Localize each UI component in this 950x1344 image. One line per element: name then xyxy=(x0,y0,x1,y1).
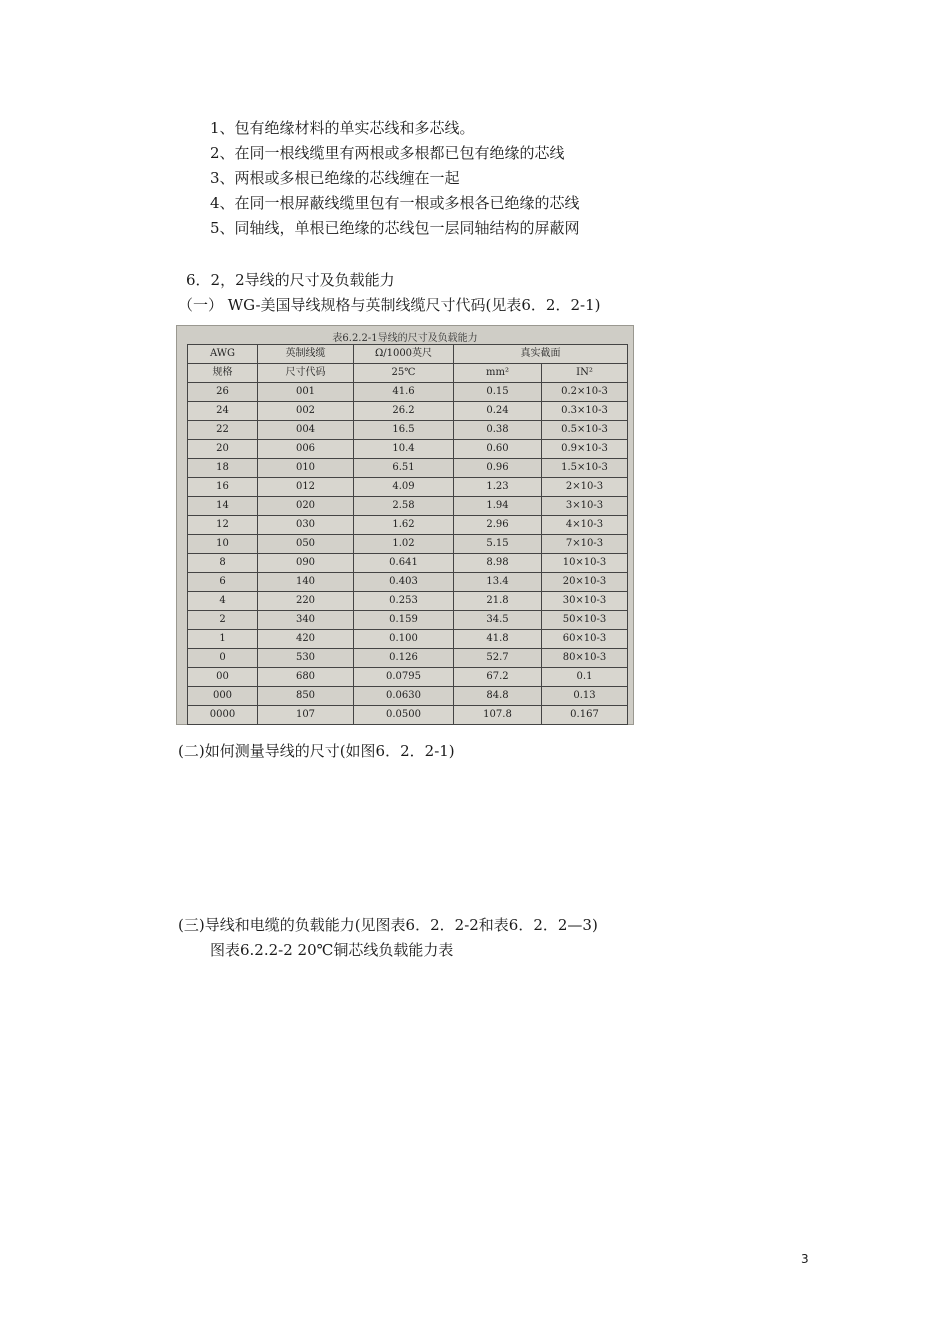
table-cell: 0.0500 xyxy=(354,706,454,725)
table-header-row xyxy=(188,364,628,383)
header-uk-code: 英制线缆 xyxy=(258,345,354,364)
subsection-2-heading: (二)如何测量导线的尺寸(如图6．2．2-1) xyxy=(178,742,455,760)
table-cell: 50×10-3 xyxy=(542,611,628,630)
table-cell: 26 xyxy=(188,383,258,402)
table-cell: 21.8 xyxy=(454,592,542,611)
table-cell: 26.2 xyxy=(354,402,454,421)
table-cell: 41.8 xyxy=(454,630,542,649)
table-cell: 30×10-3 xyxy=(542,592,628,611)
table-cell: 60×10-3 xyxy=(542,630,628,649)
table-row xyxy=(188,516,628,535)
header-size-code: 尺寸代码 xyxy=(258,364,354,383)
table-row xyxy=(188,497,628,516)
table-cell: 0000 xyxy=(188,706,258,725)
table-cell: 20×10-3 xyxy=(542,573,628,592)
table-cell: 5.15 xyxy=(454,535,542,554)
header-in2: IN² xyxy=(542,364,628,383)
table-cell: 41.6 xyxy=(354,383,454,402)
table-row xyxy=(188,421,628,440)
table-row xyxy=(188,554,628,573)
table-cell: 4.09 xyxy=(354,478,454,497)
table-cell: 24 xyxy=(188,402,258,421)
table-cell: 2.58 xyxy=(354,497,454,516)
header-temperature: 25℃ xyxy=(354,364,454,383)
table-row xyxy=(188,668,628,687)
table-cell: 0.5×10-3 xyxy=(542,421,628,440)
table-cell: 8.98 xyxy=(454,554,542,573)
table-row xyxy=(188,706,628,725)
wire-size-table xyxy=(187,344,628,725)
table-cell: 012 xyxy=(258,478,354,497)
table-cell: 090 xyxy=(258,554,354,573)
table-cell: 10.4 xyxy=(354,440,454,459)
table-cell: 340 xyxy=(258,611,354,630)
table-cell: 10×10-3 xyxy=(542,554,628,573)
table-cell: 7×10-3 xyxy=(542,535,628,554)
table-cell: 16.5 xyxy=(354,421,454,440)
table-row xyxy=(188,630,628,649)
table-cell: 16 xyxy=(188,478,258,497)
table-row xyxy=(188,649,628,668)
table-cell: 0.100 xyxy=(354,630,454,649)
table-cell: 107.8 xyxy=(454,706,542,725)
table-cell: 1.02 xyxy=(354,535,454,554)
table-cell: 1.62 xyxy=(354,516,454,535)
table-cell: 34.5 xyxy=(454,611,542,630)
table-cell: 84.8 xyxy=(454,687,542,706)
table-cell: 1.23 xyxy=(454,478,542,497)
table-row xyxy=(188,592,628,611)
table-cell: 050 xyxy=(258,535,354,554)
table-row xyxy=(188,478,628,497)
list-item-4: 4、在同一根屏蔽线缆里包有一根或多根各已绝缘的芯线 xyxy=(210,194,580,212)
table-cell: 13.4 xyxy=(454,573,542,592)
table-cell: 020 xyxy=(258,497,354,516)
table-cell: 000 xyxy=(188,687,258,706)
table-header-row xyxy=(188,345,628,364)
table-cell: 0.3×10-3 xyxy=(542,402,628,421)
table-cell: 0.126 xyxy=(354,649,454,668)
table-cell: 0.9×10-3 xyxy=(542,440,628,459)
table-cell: 0.0795 xyxy=(354,668,454,687)
table-cell: 0.253 xyxy=(354,592,454,611)
table-cell: 0.0630 xyxy=(354,687,454,706)
table-row xyxy=(188,402,628,421)
header-cross-section: 真实截面 xyxy=(454,345,628,364)
table-cell: 6 xyxy=(188,573,258,592)
header-mm2: mm² xyxy=(454,364,542,383)
table-cell: 0.15 xyxy=(454,383,542,402)
table-cell: 0.13 xyxy=(542,687,628,706)
table-row xyxy=(188,383,628,402)
table-cell: 001 xyxy=(258,383,354,402)
table-cell: 0.641 xyxy=(354,554,454,573)
table-row xyxy=(188,687,628,706)
table-cell: 6.51 xyxy=(354,459,454,478)
table-cell: 0.60 xyxy=(454,440,542,459)
table-cell: 530 xyxy=(258,649,354,668)
table-cell: 00 xyxy=(188,668,258,687)
table-cell: 4×10-3 xyxy=(542,516,628,535)
table-cell: 1.5×10-3 xyxy=(542,459,628,478)
table-cell: 140 xyxy=(258,573,354,592)
table-cell: 680 xyxy=(258,668,354,687)
table-row xyxy=(188,440,628,459)
table-cell: 14 xyxy=(188,497,258,516)
table-cell: 1.94 xyxy=(454,497,542,516)
table-cell: 2 xyxy=(188,611,258,630)
list-item-5: 5、同轴线，单根已绝缘的芯线包一层同轴结构的屏蔽网 xyxy=(210,219,580,237)
table-row xyxy=(188,459,628,478)
table-title: 表6.2.2-1导线的尺寸及负载能力 xyxy=(332,333,478,344)
table-row xyxy=(188,535,628,554)
table-cell: 2×10-3 xyxy=(542,478,628,497)
figure-caption: 图表6.2.2-2 20℃铜芯线负载能力表 xyxy=(210,941,454,959)
table-cell: 006 xyxy=(258,440,354,459)
page-number: 3 xyxy=(801,1252,809,1266)
table-cell: 0.1 xyxy=(542,668,628,687)
table-body xyxy=(188,383,628,725)
table-cell: 0.159 xyxy=(354,611,454,630)
table-cell: 0.403 xyxy=(354,573,454,592)
table-cell: 20 xyxy=(188,440,258,459)
header-resistance: Ω/1000英尺 xyxy=(354,345,454,364)
table-cell: 12 xyxy=(188,516,258,535)
table-cell: 220 xyxy=(258,592,354,611)
table-cell: 2.96 xyxy=(454,516,542,535)
table-cell: 030 xyxy=(258,516,354,535)
table-cell: 67.2 xyxy=(454,668,542,687)
table-row xyxy=(188,573,628,592)
table-cell: 10 xyxy=(188,535,258,554)
subsection-1-heading: （一） WG-美国导线规格与英制线缆尺寸代码(见表6．2．2-1) xyxy=(178,296,601,314)
table-cell: 8 xyxy=(188,554,258,573)
table-cell: 18 xyxy=(188,459,258,478)
table-cell: 0.167 xyxy=(542,706,628,725)
table-cell: 3×10-3 xyxy=(542,497,628,516)
table-cell: 4 xyxy=(188,592,258,611)
table-cell: 004 xyxy=(258,421,354,440)
table-cell: 0 xyxy=(188,649,258,668)
table-cell: 1 xyxy=(188,630,258,649)
table-cell: 002 xyxy=(258,402,354,421)
table-cell: 0.2×10-3 xyxy=(542,383,628,402)
table-cell: 52.7 xyxy=(454,649,542,668)
table-cell: 107 xyxy=(258,706,354,725)
section-heading: 6．2，2导线的尺寸及负载能力 xyxy=(186,271,395,289)
list-item-3: 3、两根或多根已绝缘的芯线缠在一起 xyxy=(210,169,460,187)
table-cell: 0.38 xyxy=(454,421,542,440)
table-cell: 010 xyxy=(258,459,354,478)
table-cell: 850 xyxy=(258,687,354,706)
table-row xyxy=(188,611,628,630)
table-cell: 420 xyxy=(258,630,354,649)
table-cell: 0.24 xyxy=(454,402,542,421)
header-spec: 规格 xyxy=(188,364,258,383)
subsection-3-heading: (三)导线和电缆的负载能力(见图表6．2．2-2和表6．2．2—3) xyxy=(178,916,598,934)
table-cell: 22 xyxy=(188,421,258,440)
header-awg: AWG xyxy=(188,345,258,364)
list-item-2: 2、在同一根线缆里有两根或多根都已包有绝缘的芯线 xyxy=(210,144,565,162)
table-cell: 80×10-3 xyxy=(542,649,628,668)
list-item-1: 1、包有绝缘材料的单实芯线和多芯线。 xyxy=(210,119,475,137)
table-cell: 0.96 xyxy=(454,459,542,478)
table-image xyxy=(176,325,634,725)
